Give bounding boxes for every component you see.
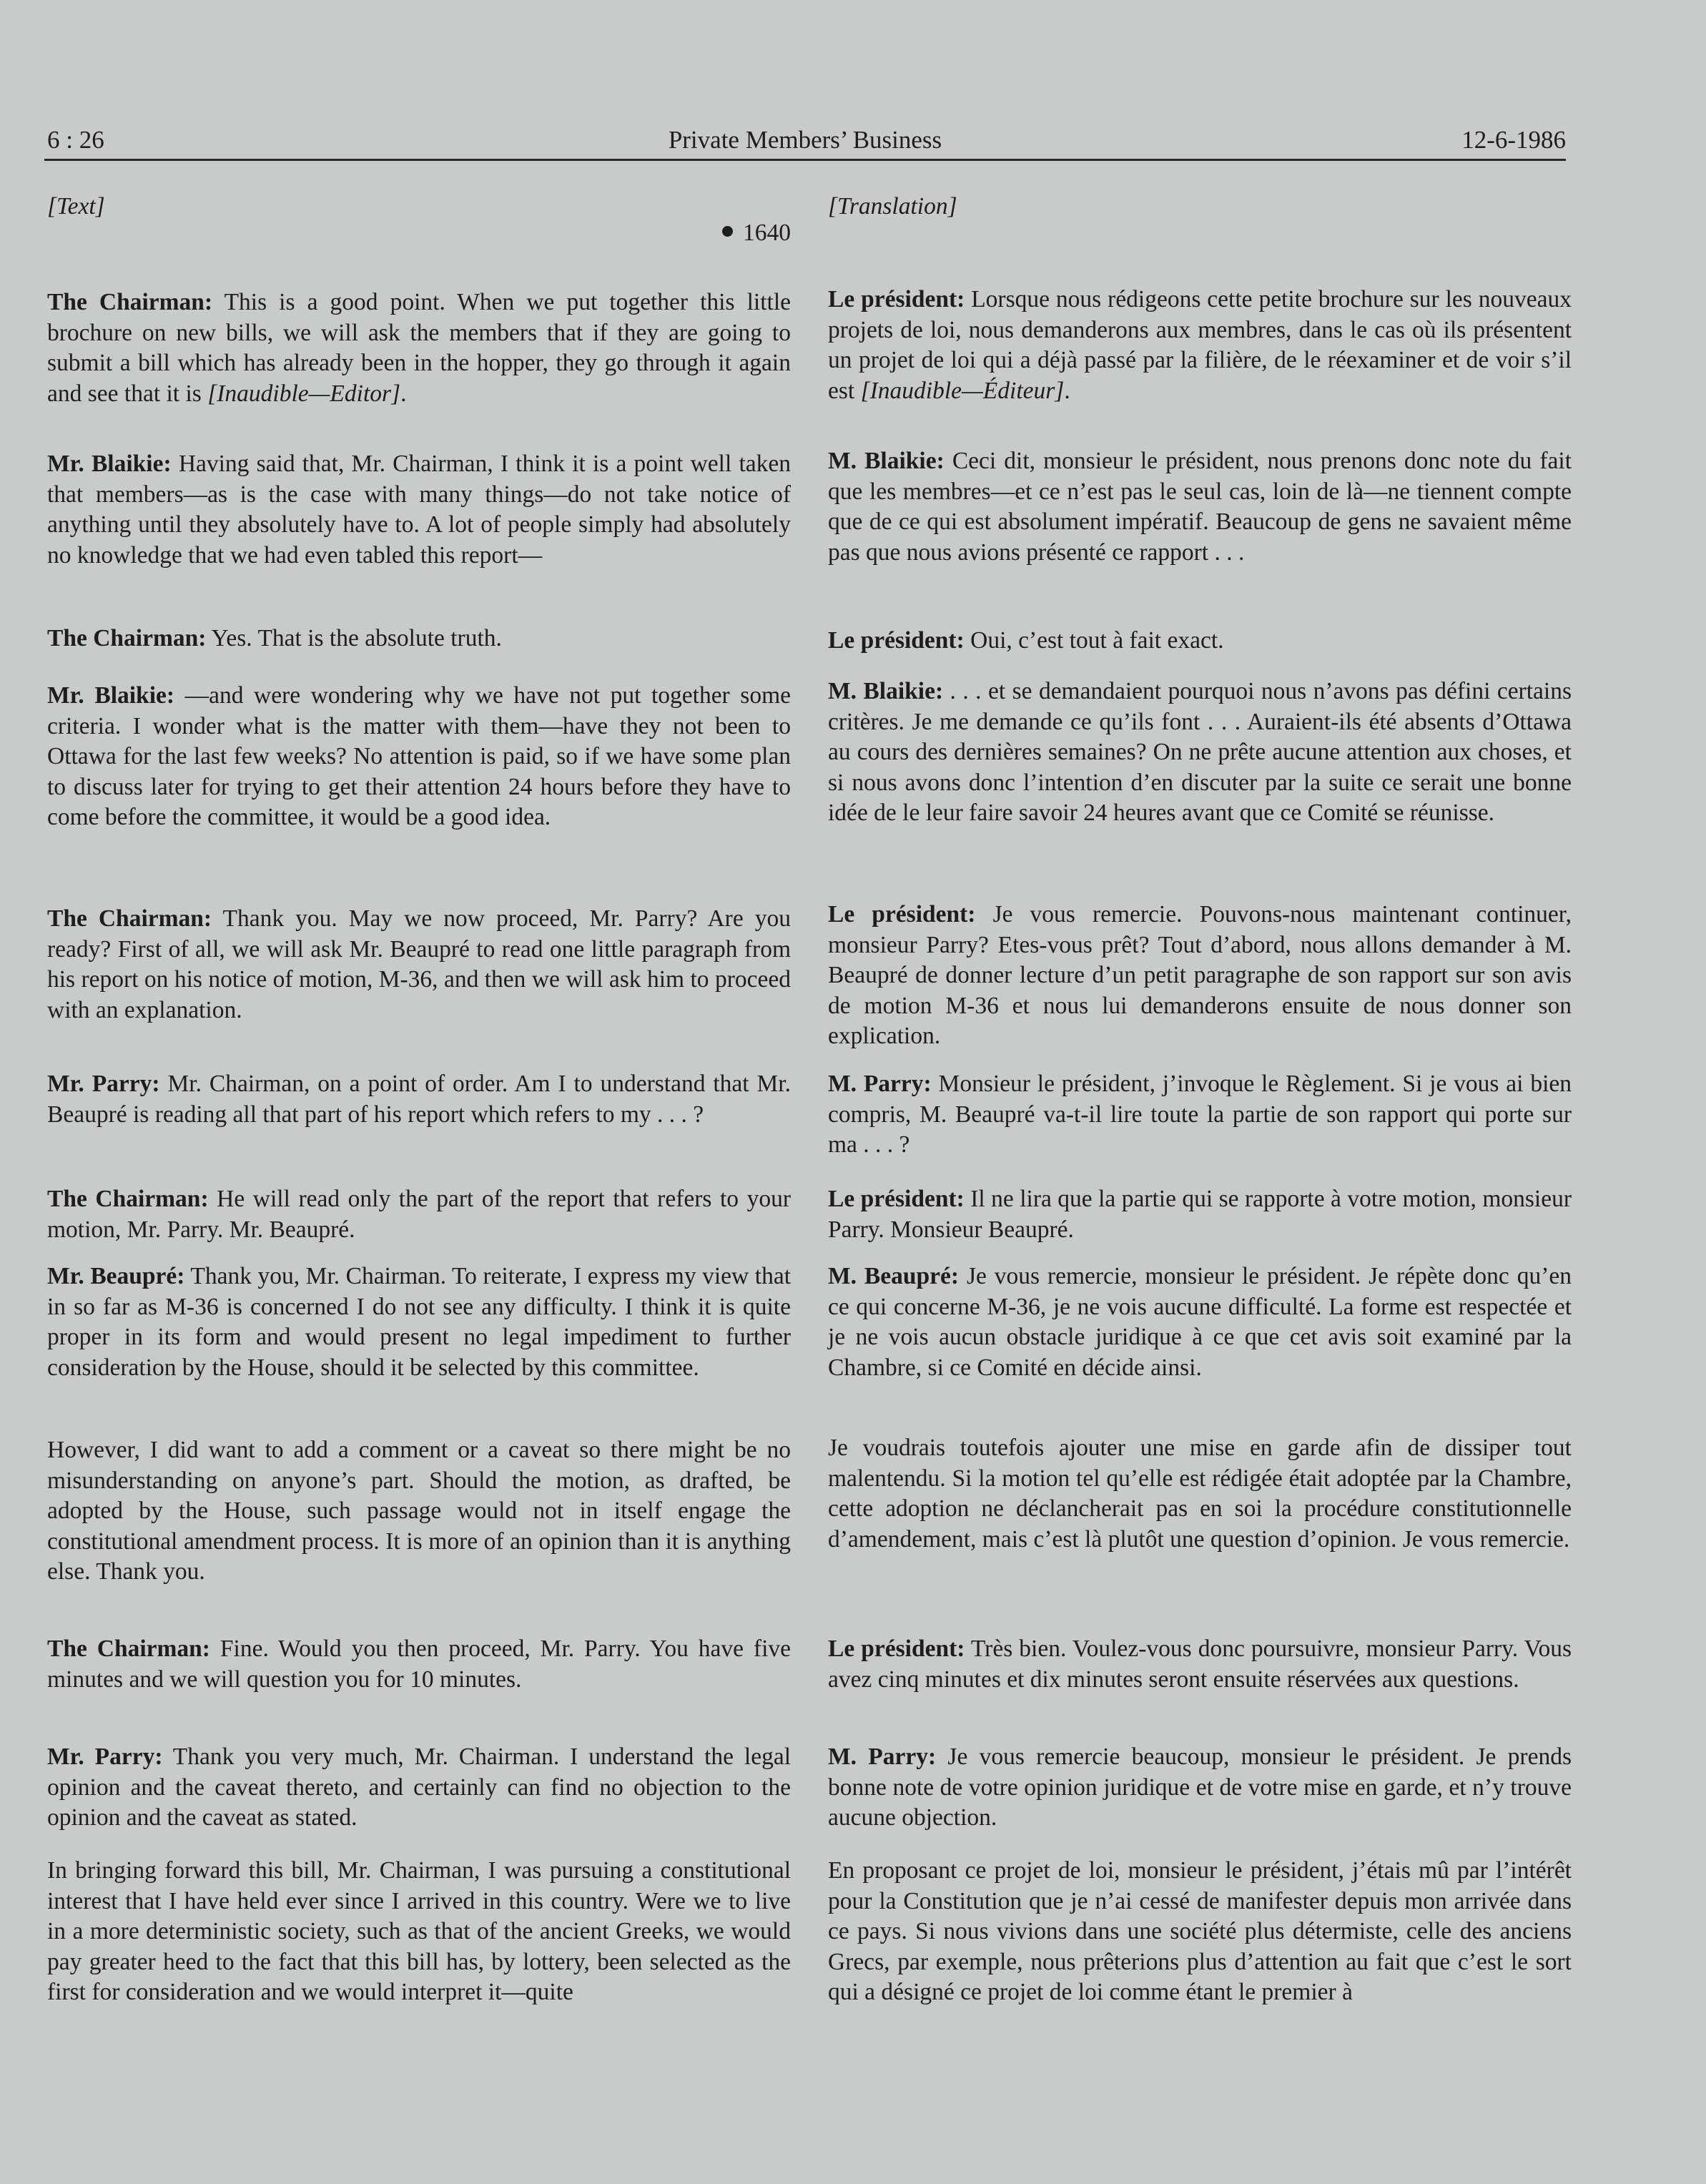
speaker-name: Le président:	[828, 1635, 965, 1662]
speaker-name: The Chairman:	[47, 625, 207, 651]
transcript-paragraph	[47, 681, 791, 833]
transcript-paragraph	[47, 1069, 791, 1130]
transcript-paragraph	[828, 1261, 1572, 1383]
speaker-name: Mr. Beaupré:	[47, 1263, 185, 1289]
speech-text: Thank you, Mr. Chairman. To reiterate, I express my view that in so far as M-36 is concerned I do not see any difficulty. I think it is quite proper in its form and would present no legal impediment to further consideration by the House, should it be selected by this committee.	[47, 1263, 791, 1381]
speech-text: Mr. Chairman, on a point of order. Am I to understand that Mr. Beaupré is reading all that part of his report which refers to my . . . ?	[47, 1071, 791, 1128]
transcript-paragraph	[47, 449, 791, 571]
speech-text: Having said that, Mr. Chairman, I think it is a point well taken that members—as is the case with many things—do not take notice of anything until they absolutely have to. A lot of people simply had absolutely no knowledge that we had even tabled this report—	[47, 451, 791, 569]
speaker-name: M. Parry:	[828, 1743, 937, 1770]
speech-text: However, I did want to add a comment or a caveat so there might be no misunderstanding on anyone’s part. Should the motion, as drafted, be adopted by the House, such passage would not in itself engage the constitutional amendment process. It is more of an opinion than it is anything else. Thank you.	[47, 1437, 791, 1585]
header-rule	[44, 159, 1566, 161]
transcript-paragraph	[828, 285, 1572, 406]
time-marker	[47, 218, 791, 249]
speech-text: Thank you. May we now proceed, Mr. Parry? Are you ready? First of all, we will ask Mr. Beaupré to read one little paragraph from his report on his notice of motion, M-36, and then we will ask him to proceed with an explanation.	[47, 905, 791, 1023]
speaker-name: The Chairman:	[47, 905, 212, 932]
speech-text: Je vous remercie beaucoup, monsieur le président. Je prends bonne note de votre opinion juridique et de votre mise en garde, et n’y trouve aucune objection.	[828, 1743, 1572, 1831]
english-column	[47, 192, 791, 2006]
text-label: [Text]	[47, 193, 105, 220]
transcript-paragraph	[47, 287, 791, 409]
transcript-paragraph	[47, 1856, 791, 2008]
speaker-name: Mr. Parry:	[47, 1743, 163, 1770]
speaker-name: M. Parry:	[828, 1071, 932, 1097]
speaker-name: Le président:	[828, 627, 965, 654]
transcript-paragraph	[47, 1435, 791, 1588]
editorial-note: [Inaudible—Editor]	[207, 380, 401, 407]
transcript-paragraph	[828, 1634, 1572, 1695]
transcript-paragraph	[828, 900, 1572, 1052]
speaker-name: Le président:	[828, 901, 976, 928]
speech-text: . . . et se demandaient pourquoi nous n’avons pas défini certains critères. Je me demande ce qu’ils font . . . Auraient-ils été absents d’Ottawa au cours des dernières semaines? On ne prête aucune attention aux choses, et si nous avons donc l’intention d’en discuter par la suite ce serait une bonne idée de le leur faire savoir 24 heures avant que ce Comité se réunisse.	[828, 678, 1572, 827]
speech-text: Lorsque nous rédigeons cette petite brochure sur les nouveaux projets de loi, nous demanderons aux membres, dans le cas où ils présentent un projet de loi qui a déjà passé par la filière, de le réexaminer et de voir s’il est	[828, 286, 1572, 404]
speech-text: In bringing forward this bill, Mr. Chairman, I was pursuing a constitutional interest that I have held ever since I arrived in this country. Were we to live in a more deterministic society, such as that of the ancient Greeks, we would pay greater heed to the fact that this bill has, by lottery, been selected as the first for consideration and we would interpret it—quite	[47, 1857, 791, 2006]
speaker-name: Le président:	[828, 1186, 965, 1212]
speech-text: Ceci dit, monsieur le président, nous prenons donc note du fait que les membres—et ce n’est pas le seul cas, loin de là—ne tiennent compte que de ce qui est absolument impératif. Beaucoup de gens ne savaient même pas que nous avions présenté ce rapport . . .	[828, 448, 1572, 566]
speech-text-end: .	[400, 380, 407, 407]
speaker-name: M. Blaikie:	[828, 678, 944, 704]
speaker-name: Mr. Parry:	[47, 1071, 160, 1097]
speaker-name: M. Blaikie:	[828, 448, 945, 474]
speech-text: Je voudrais toutefois ajouter une mise en garde afin de dissiper tout malentendu. Si la motion tel qu’elle est rédigée était adoptée par la Chambre, cette adoption ne déclancherait pas en soi la procédure constitutionnelle d’amendement, mais c’est là plutôt une question d’opinion. Je vous remercie.	[828, 1435, 1572, 1553]
speaker-name: Mr. Blaikie:	[47, 451, 172, 477]
speaker-name: The Chairman:	[47, 1635, 210, 1662]
speech-text: Je vous remercie, monsieur le président. Je répète donc qu’en ce qui concerne M-36, je ne vois aucune difficulté. La forme est respectée et je ne vois aucun obstacle juridique à ce que cet avis soit examiné par la Chambre, si ce Comité en décide ainsi.	[828, 1263, 1572, 1381]
bullet-icon	[722, 226, 733, 237]
transcript-paragraph	[828, 626, 1572, 656]
transcript-paragraph	[828, 1742, 1572, 1834]
editorial-note: [Inaudible—Éditeur]	[860, 377, 1065, 404]
speaker-name: M. Beaupré:	[828, 1263, 960, 1289]
speech-text: Je vous remercie. Pouvons-nous maintenant continuer, monsieur Parry? Etes-vous prêt? Tout d’abord, nous allons demander à M. Beaupré de donner lecture d’un petit paragraphe de son rapport sur son avis de motion M-36 et nous lui demanderons ensuite de nous donner son explication.	[828, 901, 1572, 1050]
transcript-paragraph	[47, 904, 791, 1025]
speech-text: —and were wondering why we have not put together some criteria. I wonder what is the matter with them—have they not been to Ottawa for the last few weeks? No attention is paid, so if we have some plan to discuss later for trying to get their attention 24 hours before they have to come before the committee, it would be a good idea.	[47, 682, 791, 831]
speech-text: Il ne lira que la partie qui se rapporte à votre motion, monsieur Parry. Monsieur Beaupré.	[828, 1186, 1572, 1243]
transcript-paragraph	[828, 1184, 1572, 1245]
transcript-paragraph	[828, 1069, 1572, 1161]
running-header	[44, 122, 1566, 159]
transcript-paragraph	[47, 624, 791, 654]
speech-text: He will read only the part of the report that refers to your motion, Mr. Parry. Mr. Beaupré.	[47, 1186, 791, 1243]
time-value: 1640	[743, 219, 791, 246]
speech-text: This is a good point. When we put together this little brochure on new bills, we will ask the members that if they are going to submit a bill which has already been in the hopper, they go through it again and see that it is	[47, 289, 791, 407]
speaker-name: The Chairman:	[47, 289, 213, 315]
transcript-paragraph	[828, 1433, 1572, 1555]
translation-label: [Translation]	[828, 193, 957, 220]
header-title: Private Members’ Business	[668, 126, 942, 154]
transcript-paragraph	[828, 1856, 1572, 2008]
speech-text: Oui, c’est tout à fait exact.	[964, 627, 1224, 654]
speech-text: Monsieur le président, j’invoque le Règlement. Si je vous ai bien compris, M. Beaupré va-t-il lire toute la partie de son rapport qui porte sur ma . . . ?	[828, 1071, 1572, 1159]
transcript-paragraph	[47, 1742, 791, 1834]
speaker-name: Mr. Blaikie:	[47, 682, 175, 709]
speaker-name: The Chairman:	[47, 1186, 209, 1212]
transcript-paragraph	[47, 1634, 791, 1695]
transcript-paragraph	[47, 1261, 791, 1383]
speech-text: Thank you very much, Mr. Chairman. I understand the legal opinion and the caveat thereto, and certainly can find no objection to the opinion and the caveat as stated.	[47, 1743, 791, 1831]
speech-text-end: .	[1064, 377, 1070, 404]
header-date: 12-6-1986	[1461, 126, 1566, 154]
speech-text: Fine. Would you then proceed, Mr. Parry. You have five minutes and we will question you for 10 minutes.	[47, 1635, 791, 1693]
speech-text: Très bien. Voulez-vous donc poursuivre, monsieur Parry. Vous avez cinq minutes et dix minutes seront ensuite réservées aux questions.	[828, 1635, 1572, 1693]
french-column	[828, 192, 1572, 2006]
transcript-paragraph	[828, 677, 1572, 829]
speech-text: Yes. That is the absolute truth.	[206, 625, 502, 651]
speaker-name: Le président:	[828, 286, 965, 313]
transcript-paragraph	[47, 1184, 791, 1245]
transcript-paragraph	[828, 446, 1572, 568]
speech-text: En proposant ce projet de loi, monsieur le président, j’étais mû par l’intérêt pour la Constitution que je n’ai cessé de manifester depuis mon arrivée dans ce pays. Si nous vivions dans une société plus détermiste, celle des anciens Grecs, par exemple, nous prêterions plus d’attention au fait que c’est le sort qui a désigné ce projet de loi comme étant le premier à	[828, 1857, 1572, 2006]
page-number: 6 : 26	[47, 126, 104, 154]
